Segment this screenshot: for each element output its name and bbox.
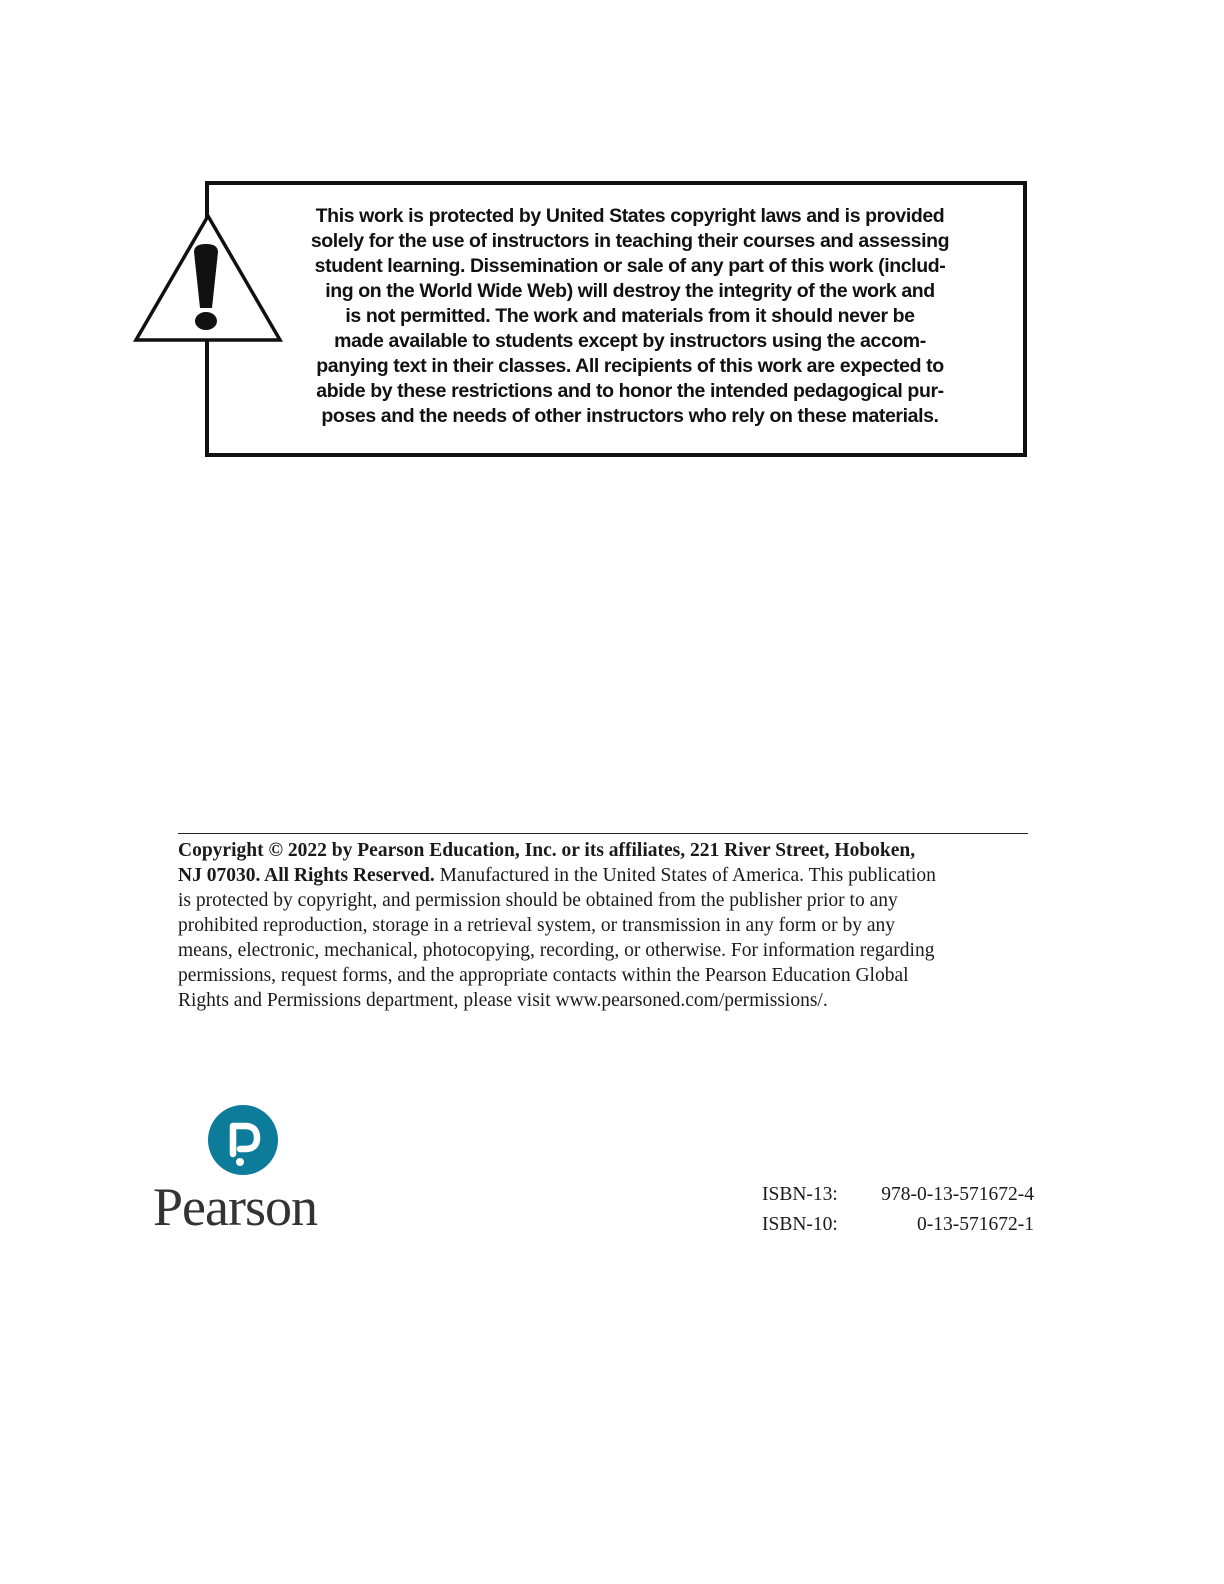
notice-line: abide by these restrictions and to honor the intended pedagogical pur- — [316, 380, 944, 402]
notice-line: This work is protected by United States copyright laws and is provided — [315, 205, 945, 227]
copyright-line-6: permissions, request forms, and the appropriate contacts within the Pearson Education Global — [178, 965, 909, 986]
isbn-13-label: ISBN-13: — [762, 1184, 838, 1205]
copyright-line-2-rest: Manufactured in the United States of America. This publication — [434, 865, 936, 886]
copyright-line-3: is protected by copyright, and permission should be obtained from the publisher prior to any — [178, 890, 898, 911]
isbn-13-value: 978-0-13-571672-4 — [881, 1184, 1034, 1205]
notice-line: panying text in their classes. All recipients of this work are expected to — [316, 355, 944, 377]
copyright-bold-line-2: NJ 07030. All Rights Reserved. — [178, 865, 435, 886]
copyright-statement — [178, 838, 1038, 1013]
notice-line: solely for the use of instructors in teaching their courses and assessing — [310, 230, 950, 252]
notice-line: poses and the needs of other instructors who rely on these materials. — [321, 405, 939, 427]
notice-line: is not permitted. The work and materials from it should never be — [345, 305, 915, 327]
pearson-logo-icon — [207, 1104, 279, 1176]
copyright-line-7: Rights and Permissions department, please visit www.pearsoned.com/permissions/. — [178, 990, 828, 1011]
copyright-bold-line-1: Copyright © 2022 by Pearson Education, Inc. or its affiliates, 221 River Street, Hoboken, — [178, 840, 916, 861]
notice-line: made available to students except by instructors using the accom- — [334, 330, 926, 352]
notice-line: ing on the World Wide Web) will destroy the integrity of the work and — [325, 280, 935, 302]
copyright-line-4: prohibited reproduction, storage in a retrieval system, or transmission in any form or by any — [178, 915, 895, 936]
isbn-10-value: 0-13-571672-1 — [917, 1214, 1034, 1235]
notice-line: student learning. Dissemination or sale of any part of this work (includ- — [314, 255, 946, 277]
divider-rule — [178, 833, 1028, 834]
isbn-10-label: ISBN-10: — [762, 1214, 838, 1235]
copyright-line-5: means, electronic, mechanical, photocopying, recording, or otherwise. For information regarding — [178, 940, 935, 961]
pearson-wordmark: Pearson — [153, 1177, 317, 1237]
